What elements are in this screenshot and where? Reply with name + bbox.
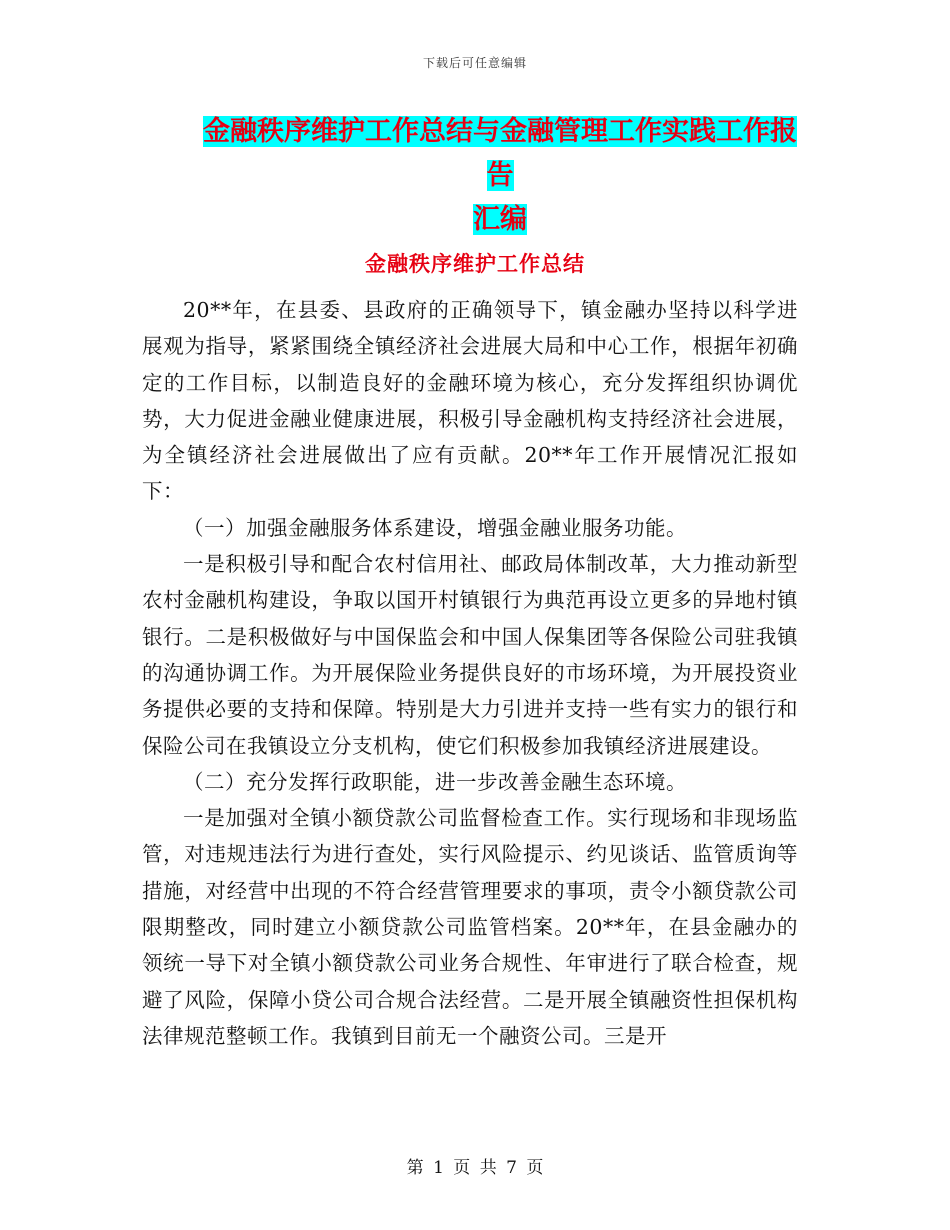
page-number-footer: 第 1 页 共 7 页 <box>406 1158 544 1178</box>
document-title-line2: 汇编 <box>473 204 527 235</box>
section-title: 金融秩序维护工作总结 <box>365 251 585 276</box>
header-note: 下载后可任意编辑 <box>422 56 527 70</box>
paragraph: 20**年，在县委、县政府的正确领导下，镇金融办坚持以科学进展观为指导，紧紧围绕全镇经济社会进展大局和中心工作，根据年初确定的工作目标，以制造良好的金融环境为核心，充分发挥组织协调优势，大力促进金融业健康进展，积极引导金融机构支持经济社会进展，为全镇经济社会进展做出了应有贡献。20**年工作开展情况汇报如下： <box>142 298 798 504</box>
paragraph: 一是积极引导和配合农村信用社、邮政局体制改革，大力推动新型农村金融机构建设，争取以国开村镇银行为典范再设立更多的异地村镇银行。二是积极做好与中国保监会和中国人保集团等各保险公司驻我镇的沟通协调工作。为开展保险业务提供良好的市场环境，为开展投资业务提供必要的支持和保障。特别是大力引进并支持一些有实力的银行和保险公司在我镇设立分支机构，使它们积极参加我镇经济进展建设。 <box>142 552 798 758</box>
paragraph: 一是加强对全镇小额贷款公司监督检查工作。实行现场和非现场监管，对违规违法行为进行查处，实行风险提示、约见谈话、监管质询等措施，对经营中出现的不符合经营管理要求的事项，责令小额贷款公司限期整改，同时建立小额贷款公司监管档案。20**年，在县金融办的领统一导下对全镇小额贷款公司业务合规性、年审进行了联合检查，规避了风险，保障小贷公司合规合法经营。二是开展全镇融资性担保机构法律规范整顿工作。我镇到目前无一个融资公司。三是开 <box>142 806 798 1048</box>
paragraph: （一）加强金融服务体系建设，增强金融业服务功能。 <box>183 515 687 540</box>
body-text <box>142 292 798 1054</box>
paragraph: （二）充分发挥行政职能，进一步改善金融生态环境。 <box>183 769 687 794</box>
document-title <box>190 110 810 242</box>
document-title-line1: 金融秩序维护工作总结与金融管理工作实践工作报告 <box>203 116 797 191</box>
